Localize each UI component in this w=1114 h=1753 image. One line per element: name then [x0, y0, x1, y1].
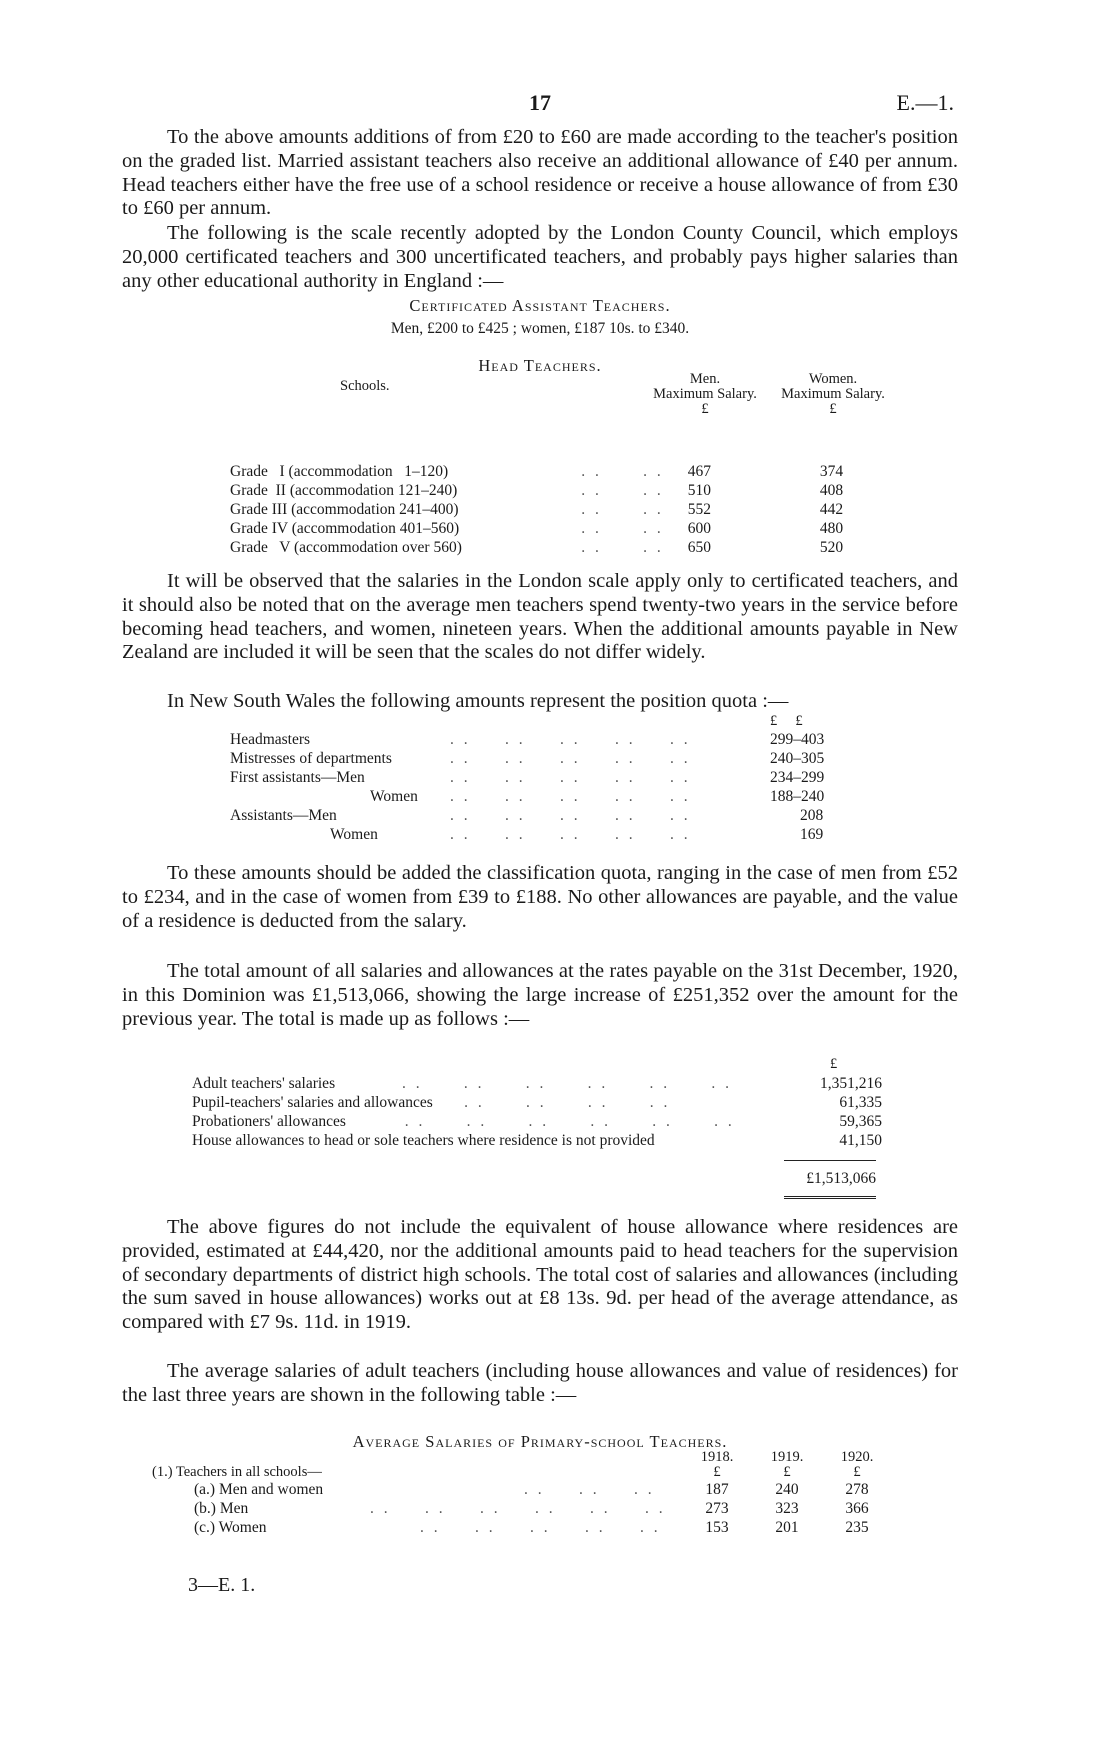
col-women-max: Maximum Salary. — [781, 386, 885, 402]
leader-dots: . . . . — [581, 463, 664, 480]
head-teachers-title: Head Teachers. — [478, 356, 602, 375]
women-salary: 480 — [819, 520, 844, 537]
average-row-label — [152, 1499, 682, 1518]
leader-dots: . . . . . . . . . . — [450, 750, 691, 767]
table-header-row — [152, 1450, 892, 1465]
nsw-value: 299–403 — [770, 731, 825, 748]
leader-dots: . . . . . . . . . . — [450, 826, 691, 843]
total-double-rule — [784, 1196, 876, 1199]
grade-label: Grade IV (accommodation 401–560) — [230, 520, 460, 537]
totals-row-label — [192, 1093, 782, 1112]
signature-footer: 3—E. 1. — [188, 1574, 256, 1596]
grade-label: Grade V (accommodation over 560) — [230, 539, 462, 556]
nsw-table — [230, 730, 880, 844]
totals-value: 41,150 — [839, 1132, 882, 1149]
table-row — [152, 1518, 892, 1537]
average-value: 240 — [775, 1481, 799, 1498]
leader-dots: . . . . . . . . . . . . — [349, 1113, 735, 1130]
table-row — [230, 730, 880, 749]
totals-value: 59,365 — [839, 1113, 882, 1130]
leader-dots: . . . . . . . . . . — [420, 1519, 661, 1536]
leader-dots: . . . . — [581, 482, 664, 499]
paragraph-classification: To these amounts should be added the classification quota, ranging in the case of men from £52 to £234, and in the case of women from £39 to £188. No other allowances are payable, and the value of a residence is deducted from the salary. — [122, 862, 958, 932]
paragraph-total-amount: The total amount of all salaries and allowances at the rates payable on the 31st December, 1920, in this Dominion was £1,513,066, showing the large increase of £251,352 over the amount for the previous year. The total is made up as follows :— — [122, 960, 958, 1030]
table-row — [230, 825, 880, 844]
totals-unit: £ — [830, 1056, 838, 1072]
year-1920: 1920. — [840, 1449, 874, 1465]
certificated-line: Men, £200 to £425 ; women, £187 10s. to £340. — [390, 320, 690, 337]
table-row — [192, 1112, 882, 1131]
average-value: 278 — [845, 1481, 869, 1498]
paragraph-average: The average salaries of adult teachers (including house allowances and value of residences) for the last three years are shown in the following table :— — [122, 1360, 958, 1406]
year-1919: 1919. — [770, 1449, 804, 1465]
nsw-label: First assistants—Men — [230, 769, 365, 786]
leader-dots: . . . . — [581, 501, 664, 518]
leader-dots: . . . . . . — [524, 1481, 655, 1498]
totals-table — [192, 1074, 882, 1150]
table-row — [230, 538, 890, 557]
page-number: 17 — [529, 90, 551, 115]
average-value: 235 — [845, 1519, 869, 1536]
average-label: (a.) Men and women — [194, 1481, 324, 1498]
table-row — [192, 1093, 882, 1112]
table-row — [230, 462, 890, 481]
totals-label: House allowances to head or sole teachers where residence is not provided — [192, 1132, 655, 1149]
women-salary: 442 — [819, 501, 844, 518]
blank-cell — [152, 1450, 682, 1465]
totals-row-label — [192, 1112, 782, 1131]
leader-dots: . . . . . . . . . . — [450, 769, 691, 786]
women-salary: 520 — [819, 539, 844, 556]
table-row — [230, 768, 880, 787]
leader-dots: . . . . . . . . . . . . — [402, 1075, 732, 1092]
average-label: (b.) Men — [194, 1500, 249, 1517]
nsw-label: Women — [330, 826, 378, 843]
leader-dots: . . . . — [581, 520, 664, 537]
col-women: Women. — [808, 371, 858, 387]
women-salary: 408 — [819, 482, 844, 499]
nsw-value: 240–305 — [770, 750, 825, 767]
men-salary: 600 — [687, 520, 711, 537]
table-row — [192, 1074, 882, 1093]
table-row — [152, 1499, 892, 1518]
average-value: 187 — [705, 1481, 729, 1498]
nsw-value: 188–240 — [770, 788, 825, 805]
col-men: Men. — [689, 371, 721, 387]
col-schools: Schools. — [340, 378, 390, 394]
table-row — [230, 500, 890, 519]
paragraph-figures: The above figures do not include the equivalent of house allowance where residences are provided, estimated at £44,420, nor the additional amounts paid to head teachers for the supervision of secondary departments of district high schools. The total cost of salaries and allowances (including the sum saved in house allowances) works out at £8 13s. 9d. per head of the average attendance, as compared with £7 9s. 11d. in 1919. — [122, 1216, 958, 1334]
average-title: Average Salaries of Primary-school Teachers. — [352, 1432, 728, 1451]
leader-dots: . . . . . . . . . . — [450, 731, 691, 748]
leader-dots: . . . . . . . . . . — [450, 807, 691, 824]
leader-dots: . . . . . . . . — [436, 1094, 671, 1111]
document-code: E.—1. — [896, 90, 954, 115]
men-salary: 510 — [687, 482, 711, 499]
group-label: (1.) Teachers in all schools— — [152, 1464, 322, 1480]
totals-grand-total: £1,513,066 — [806, 1170, 876, 1187]
unit-1920: £ — [853, 1464, 861, 1480]
totals-label: Probationers' allowances — [192, 1113, 346, 1130]
nsw-label: Assistants—Men — [230, 807, 337, 824]
totals-label: Pupil-teachers' salaries and allowances — [192, 1094, 433, 1111]
average-value: 273 — [705, 1500, 729, 1517]
nsw-unit-row: £ £ — [770, 713, 803, 729]
paragraph-additions: To the above amounts additions of from £20 to £60 are made according to the teacher's position on the graded list. Married assistant teachers also receive an additional allowance of £40 per annum. Head teachers either have the free use of a school residence or receive a house allowance of from £30 to £60 per annum. — [122, 126, 958, 220]
average-table — [152, 1450, 892, 1537]
average-label: (c.) Women — [194, 1519, 267, 1536]
grade-label: Grade I (accommodation 1–120) — [230, 463, 449, 480]
women-salary: 374 — [819, 463, 844, 480]
average-row-label — [152, 1518, 682, 1537]
average-value: 201 — [775, 1519, 799, 1536]
men-salary: 650 — [687, 539, 711, 556]
men-salary: 552 — [687, 501, 711, 518]
leader-dots: . . . . . . . . . . . . — [370, 1500, 666, 1517]
table-header-row — [152, 1465, 892, 1480]
leader-dots: . . . . . . . . . . — [450, 788, 691, 805]
paragraph-observed: It will be observed that the salaries in the London scale apply only to certificated teachers, and it should also be noted that on the average men teachers spend twenty-two years in the service before becoming head teachers, and women, nineteen years. When the additional amounts payable in New Zealand are included it will be seen that the scales do not differ widely. — [122, 570, 958, 664]
grade-label: Grade II (accommodation 121–240) — [230, 482, 458, 499]
col-women-header — [768, 372, 898, 417]
nsw-label: Headmasters — [230, 731, 311, 748]
leader-dots: . . . . — [581, 539, 664, 556]
head-teachers-table — [230, 462, 890, 557]
subtotal-rule — [784, 1160, 876, 1161]
men-salary: 467 — [687, 463, 711, 480]
col-men-unit: £ — [701, 401, 709, 417]
average-value: 323 — [775, 1500, 799, 1517]
nsw-value: 208 — [800, 807, 824, 824]
year-1918: 1918. — [700, 1449, 734, 1465]
grade-label: Grade III (accommodation 241–400) — [230, 501, 459, 518]
table-row — [230, 519, 890, 538]
average-row-label — [152, 1480, 682, 1499]
nsw-label: Mistresses of departments — [230, 750, 392, 767]
col-men-header — [640, 372, 770, 417]
table-row — [192, 1131, 882, 1150]
col-women-unit: £ — [829, 401, 837, 417]
average-value: 153 — [705, 1519, 729, 1536]
table-row — [230, 787, 880, 806]
nsw-label: Women — [370, 788, 418, 805]
table-row — [230, 749, 880, 768]
table-row — [230, 806, 880, 825]
totals-value: 61,335 — [839, 1094, 882, 1111]
col-men-max: Maximum Salary. — [653, 386, 757, 402]
paragraph-london-scale: The following is the scale recently adopted by the London County Council, which employs 20,000 certificated teachers and 300 uncertificated teachers, and probably pays higher salaries than any other educational authority in England :— — [122, 222, 958, 292]
totals-label: Adult teachers' salaries — [192, 1075, 336, 1092]
table-row — [230, 481, 890, 500]
unit-1919: £ — [783, 1464, 791, 1480]
table-row — [152, 1480, 892, 1499]
average-value: 366 — [845, 1500, 869, 1517]
paragraph-nsw: In New South Wales the following amounts represent the position quota :— — [167, 690, 789, 712]
unit-1918: £ — [713, 1464, 721, 1480]
certificated-title: Certificated Assistant Teachers. — [409, 296, 671, 315]
totals-value: 1,351,216 — [820, 1075, 882, 1092]
nsw-value: 234–299 — [770, 769, 825, 786]
nsw-value: 169 — [800, 826, 824, 843]
